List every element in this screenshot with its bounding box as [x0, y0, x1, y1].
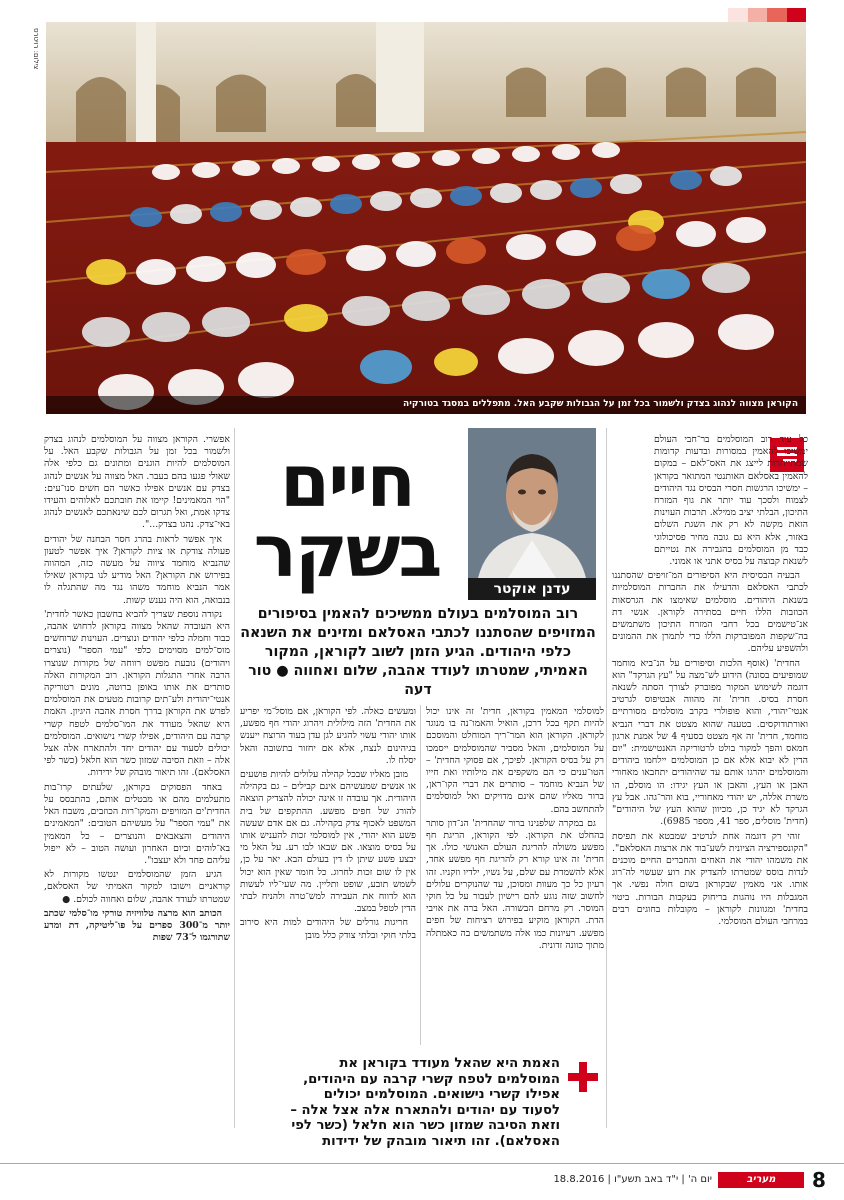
article-column-4	[44, 434, 230, 1148]
article-column-2	[426, 706, 604, 1054]
footer-dateline: יום ה' | י"ד באב תשע"ו | 18.8.2016	[553, 1174, 712, 1185]
column-divider	[606, 428, 607, 1128]
footer-rule	[0, 1163, 844, 1164]
article-deck: רוב המוסלמים בעולם ממשיכים להאמין בסיפורים המזויפים שהסתננו לכתבי האסלאם ומזינים את השנאה כלפי היהודים. הגיע הזמן לשוב לקוראן, המקור האמיתי, שמטרתו לעודד אהבה, שלום ואחווה ● טור דעה	[240, 606, 596, 698]
paragraph: הבעיה הבסיסית היא הסיפורים המ־זויפים שהסתננו לכתבי האסלאם והדעילו את החברות המוסלמיות בשנאת היהודים. מוסלמים שאימצו את הגרסאות הכוזבות הללו חיים בסתירה לקוראן. אנשי דת אנ־טישמים בכל רחבי המזרח התיכון משתמשים בה־שקפות המפוברקות הללו כדי לתמרן את ההמונים ולהשפיע עליהם.	[612, 570, 808, 655]
mosque-photo-illustration	[46, 22, 806, 414]
author-portrait-illustration	[468, 428, 596, 578]
pull-quote: האמת היא שהאל מעודד בקוראן את המוסלמים לטפח קשרי קרבה עם היהודים, אפילו קשרי נישואים. המוסלמים יכולים לסעוד עם יהודים ולהתארח אלה אצל אלה – וזאת הסיבה שמזון כשר הוא חלאל (כשר לפי האסלאם). זהו תיאור מובהק של ידידות	[290, 1056, 560, 1149]
author-bio: הכותב הוא מרצה טלוויזיה טורקי מו־סלמי שכתב יותר מ־300 ספרים על פו־ליטיקה, דת ומדע שתורגמו ל־73 שפות	[44, 907, 230, 944]
headline	[232, 439, 462, 593]
plus-icon	[568, 1062, 598, 1092]
page-number: 8	[812, 1168, 826, 1192]
paragraph: ומעשים כאלה. לפי הקוראן, אם מוסל־מי יפריע את החדית' הזה מילולית ויהרוג יהודי חף מפשע, אותו יהודי עשוי להגיע לגן עדן בעוד הרוצח ייענש בגיהינום לנצח, אלא אם יחזור בתשובה והאל יסלח לו.	[240, 706, 416, 766]
newspaper-logo: מעריב	[718, 1172, 804, 1188]
paragraph: גם במקרה שלפנינו ברור שהחדית' הנ־דון סותר בהחלט את הקוראן. לפי הקוראן, הריגת חף מפשע משולה להריגת העולם האנושי כולו. אך חדית' זה אינו קורא רק להריגת חף מפשע אחד, אלא להשמדת עם שלם, על נשיו, ילדיו וזקניו. זהו רעיון כל כך מעוות ומסוכן, עד שהנוקרים עלולים לחשוב שזה נוגע להם רישיון לעבור על כל חוקי המוסר. רק מרחם הבשורה. האל ברה את אויבי הדת. הקוראן מוקיע בפירוש רציחות של חפים מפשע. רעיונות כמו אלה משתמשים בה כאמתלה מתוך כוונה זדונית.	[426, 817, 604, 951]
paragraph: חריגות גורלים של היהודים למות היא סירוב בלתי חוקי ובלתי צודק כלל מובן	[240, 917, 416, 941]
article-column-1	[612, 434, 808, 1148]
mosque-photo	[46, 22, 806, 414]
paragraph: מובן מאליו שבכל קהילה עלולים להיות פושעים או אנשים שמעשיהם אינם קבילים – גם בקהילה היהודית. אך עובדה זו אינה יכולה להצדיק הוצאה להורג של חפים מפשע. ההתקפים של בית המשפט לאכוף צדק בקהילה. גם אם אדם שעשה פשע הוא יהודי, אין למוסלמי זכות להעניש אותו על בסיס מוצאו. אם שבאו לבו רע. על האל מי יבצע פשע שיתן לו דין בעולם הבא. יאר על כן, אין לו שום זכות לחרוג. כל חומר שאין הוא יכול לשמש תובע, שופט ותליין. מה שעי־ליו לעשות הוא לדווח את העבירה למש־טרה ולהניח לבתי הדין לטפל במצב.	[240, 769, 416, 915]
article-column-3	[240, 706, 416, 1054]
paragraph: באחד הפסוקים בקוראן, שלעתים קרו־בות מתעלמים מהם או מבטלים אותם, בהתבסס על החדית'ים המזויפים והמקו־רות הכוזבים, משבח האל את "עמי הספר" על מעשיהם הטובים: "המאמינים היהודים והצאבאים והנוצרים – כל המאמין בא־לוהים וביום האחרון ועושה הטוב – לא ייפול עליהם פחד ולא יעצבו".	[44, 781, 230, 866]
headline-line-1: חיים	[280, 439, 414, 523]
paragraph: אפשרי. הקוראן מצווה על המוסלמים לנהוג בצדק ולשמור בכל זמן על הגבולות שקבע האל. על המוסלמים להיות הוגנים ומתונים גם כלפי אלה שאולי פגעו בהם בעבר. האל מצווה על אנשים לנהוג בצדק עם אנשים אפילו כאשר הם חשים סנו־עים: "הוי המאמינים! קיימו את חובתכם לאלוהים והעידו צדקו אמת, ואל תגרום לכם שינאתכם לאנשים לנהוג באי־צדק. נהגו בצדק...".	[44, 434, 230, 531]
photo-caption: הקוראן מצווה לנהוג בצדק ולשמור בכל זמן על הגבולות שקבע האל. מתפללים במסגד בטורקיה	[46, 396, 806, 414]
paragraph: זוהי רק דוגמה אחת לנרטיב שמבטא את תפיסת "הקונספירציה הציונית לשע־בוד את ארצות האסלאם". את משמהו יהודי את האחים והחברים החיים מוכנים לנדות בוסס שמטרתו להצדיק את רוע שעשוי לה־רוג אותו. אני מאמין שבקוראן בשום חולה נפשי. אך המגבלות היו נוהגות בריחוק בעקבות הבורות. ביטוי בחדית' ומגוונות לקוראן – מקובלות בחוגים רבים במרחבי העולם המוסלמי.	[612, 830, 808, 927]
paragraph: הגיע הזמן שהמוסלמים ינטשו מקורות לא קוראניים וישובו למקור האמיתי של האסלאם, שמטרתו לעודד אהבה, שלום ואחווה לכולם. ●	[44, 869, 230, 905]
photo-credit: צילום: רויטרס	[32, 28, 40, 70]
paragraph: איך אפשר לראות בהרג חסר הבחנה של יהודים פעולה צודקת או ציות לקוראן? איך אפשר לטעון שהנביא מוחמד ציווה על מעשה כזה, המהווה בפירוש את הקוראן? האל מודיע לנו בקוראן שאילו אמר הנביא מוחמד משהו נגד מה שהתגלה לו בנבואה, הוא היה נענש קשות.	[44, 533, 230, 606]
paragraph: נקודה נוספת שצריך להביא בחשבון כאשר לחדית' היא העובדה שהאל מצווה בקוראן לרחוש אהבה, כבוד וחמלה כלפי יהודים ונוצרים. העוינות שרוחשים מוס־למים מסוימים כלפי "עמי הספר" (נוצרים ויהודים) נובעת מפשט רווחה של מקורות שנוצרו הרבה אחרי התגלות הקוראן. רוב המקורות האלה סותרים את אותו באופן ברוטה, מונים רטוריקה אנטי־יהודית ולע־תים קרובות מטעים את המוסלמים לפרש את הקוראן בדרך חסרת אהבה היגיון. האמת היא שהאל מעודד את המו־סלמים לטפח קשרי קרבה עם היהודים, אפילו קשרי נישואים. המוסלמים יכולים לסעוד עם יהודים יחד ולהתארח אלה אצל אלה – וזאת הסיבה שמזון כשר הוא חלאל (כשר לפי האסלאם). זהו תיאור מובהק של ידידות.	[44, 608, 230, 779]
paragraph: החדית' (אוסף הלכות וסיפורים על הנ־ביא מוחמד שמופיעים בסונה) הידוע לש־מצה על "עץ הגרקד" הוא דוגמה לשימוש המקור מפוברק לצורך הסתה לשנאה חסרת בסיס. חדית' זה מהווה אבטיפוס לגרטיב אנטי־יהודי, והוא פופולרי בקרב מוסלמים מסורתיים ואורתודוקסים. בטענה שהוא מצטט את דברי הנביא מוחמד, חדית' זה אף מצטט בסעיף 4 של אמנת ארגון חמאס והפך למקור בולט לרטוריקה האנטישמית: "יום הדין לא יבוא אלא אם כן המוסלמים יילחמו ביהודים והמוסלמים יהרגו אותם עד שהיהודים יתחבאו מאחורי האבן או העץ, והאבן או העץ יגידו: הו מוסלם, הו משרת אללה, יש יהודי מאחוריי, בוא והר־גהו. אבל עץ הגרקד לא יגיד כן, מכיוון שהוא העץ של היהודים" (חדית' מוסלים, ספר 41, מספר 6985).	[612, 657, 808, 828]
paragraph: למוסלמי המאמין בקוראן, חדית' זה אינו יכול להיות תקף בכל דרכן, הואיל והאמו־נה בו מנוגד לקוראן. הקוראן הוא המר־ריך המוחלט והמוסכם על המוסלמים, והאל מסביר שהמוסלמים ייסמכו רק על בסיס הקוראן. לפיכך, אם פסוקי החדית' – הטו־ענים כי הם משקפים את מילותיו ואת חייו של הנביא מוחמד – סותרים את דברי הקו־ראן, ברור מאליו שהם אינם מדויקים ואל למוסלמים להתחשב בהם.	[426, 706, 604, 815]
paragraph: כל עוד רוב המוסלמים בר־חבי העולם ימשיכו להאמין במסורות ובדעות קדומות שמתייחרות לייצג את האס־לאם – במקום להאמין באסלאם האותנטי המתואר בקוראן – ימשיכו הרגשות חסרי הבסיס נגד היהודים לצמוח ולסכך עוד יותר את גוף המזרח התיכון, הבלתי יציב ממילא. תרבות העוינות הזאת מקשה לא רק את השגת השלום באזור, אלא היא גם גובה מחיר פסיכולוגי כבד מן המוסלמים בהגבירה את נטייתם לשנאת קבוצה על בסיס אתני או אמוני.	[654, 434, 808, 568]
author-portrait	[468, 428, 596, 578]
author-name: עדנן אוקטר	[468, 578, 596, 600]
column-divider	[420, 705, 421, 1045]
headline-line-2: בשקר	[253, 509, 441, 593]
